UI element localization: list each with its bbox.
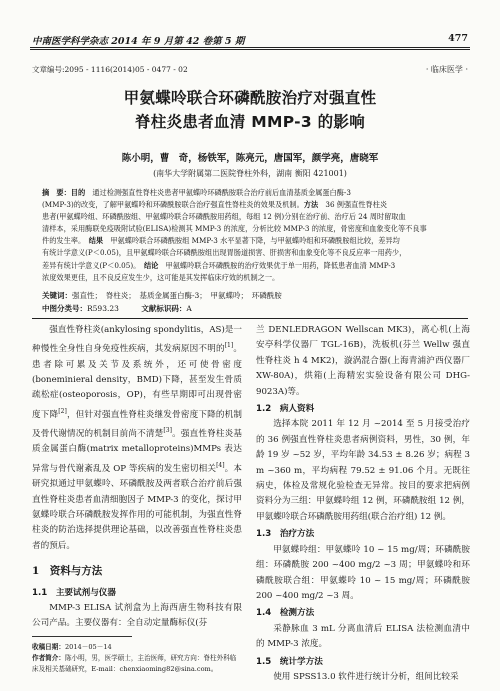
citation: [1] bbox=[224, 342, 234, 350]
body-paragraph: MMP-3 ELISA 试剂盒为上海西唐生物科技有限公司产品。主要仪器有：全自动定量酶标仪(芬 bbox=[32, 602, 242, 629]
citation: [2] bbox=[58, 407, 67, 415]
subsection-heading: 1.4 检测方法 bbox=[256, 608, 315, 619]
body-text: 强直性脊柱炎(ankylosing spondylitis，AS)是一种慢性全身性自身免疫性疾病，其发病原因不明的 bbox=[32, 325, 242, 355]
body-paragraph: 兰 DENLEDRAGON Wellscan MK3)，离心机(上海安亭科学仪器厂 TGL-16B)，洗板机(芬兰 Wellw 强直性脊柱炎 h 4 MK2)，漩涡混合器(上海青浦沪西仪器厂 XW-80A)，烘箱(上海精宏实验设备有限公司 DHG-9023A)等。 bbox=[256, 325, 470, 397]
article-id: 文章编号:2095 - 1116(2014)05 - 0477 - 02 bbox=[32, 65, 188, 74]
classification bbox=[42, 303, 192, 314]
abstract-objective-label: 目的 bbox=[70, 188, 86, 197]
subsection-heading: 1.5 统计学方法 bbox=[256, 656, 323, 667]
right-column bbox=[256, 323, 470, 685]
footnote bbox=[32, 642, 242, 675]
header-rule bbox=[30, 47, 470, 48]
subsection-heading: 1.2 病人资料 bbox=[256, 404, 315, 415]
body-text: 。强直性脊柱炎基质金属蛋白酶(matrix metalloproteins)MMPs 表达异常与骨代谢紊乱及 OP 等疾病的发生密切相关 bbox=[32, 429, 242, 474]
abstract-line: 患者(甲氨蝶呤组、环磷酰胺组、甲氨蝶呤联合环磷酰胺用药组，每组 12 例)分别在治疗前、治疗后 24 周时留取血 bbox=[42, 212, 406, 222]
body-text: 。患者除可累及关节及系统外，还可使骨密度(boneminieral density，BMD)下降，甚至发生骨质疏松症(osteoporosis，OP)，有些早期即可出现骨密度下降 bbox=[32, 344, 242, 420]
intro-paragraph bbox=[32, 323, 242, 554]
clc-label: 中图分类号： bbox=[42, 304, 87, 313]
abstract-text: 甲氨蝶呤联合环磷酰胺组 MMP-3 水平显著下降，与甲氨蝶呤组和环磷酰胺组比较，差异均 bbox=[110, 236, 400, 246]
abstract-text: 通过检测强直性脊柱炎患者甲氨蝶呤环磷酰胺联合治疗前后血清基质金属蛋白酶-3 bbox=[92, 188, 351, 197]
received-value: 2014－05－14 bbox=[64, 643, 112, 651]
journal-header: 中南医学科学杂志 2014 年 9 月第 42 卷第 5 期 bbox=[32, 36, 245, 47]
section-category: · 临床医学 · bbox=[425, 65, 468, 74]
abstract-rule bbox=[32, 318, 468, 319]
author-bio-label: 作者简介： bbox=[32, 654, 65, 662]
citation: [3] bbox=[163, 427, 172, 435]
subsection-heading: 1.3 治疗方法 bbox=[256, 529, 315, 540]
subsection-heading: 1.1 主要试剂与仪器 bbox=[32, 587, 116, 598]
abstract-line bbox=[42, 199, 458, 211]
abstract-line: 有统计学意义(P＜0.05)，且甲氨蝶呤联合环磷酰胺组出现胃肠道损害、肝损害和血象变化等不良反应率一用药少， bbox=[42, 248, 407, 258]
received-date bbox=[32, 642, 242, 653]
body-paragraph: 使用 SPSS13.0 软件进行统计分析，组间比较采 bbox=[273, 671, 459, 682]
affiliation: (南华大学附属第二医院脊柱外科，湖南 衡阳 421001) bbox=[153, 169, 347, 178]
title-line-1: 甲氨蝶呤联合环磷酰胺治疗对强直性 bbox=[123, 89, 377, 107]
abstract-label: 摘 要： bbox=[42, 188, 71, 197]
header-rule-2 bbox=[30, 49, 470, 50]
title-line-2: 脊柱炎患者血清 MMP-3 的影响 bbox=[134, 113, 366, 131]
keywords bbox=[42, 290, 282, 301]
doc-code-value: A bbox=[186, 304, 192, 313]
body-text: 。本研究拟通过甲氨蝶呤、环磷酰胺及两者联合治疗前后强直性脊柱炎患者血清细胞因子 MMP-3 的变化，探讨甲氨蝶呤联合环磷酰胺发挥作用的可能机制，为强直性脊柱炎的防治选择提供理论基础，以改善强直性脊柱炎患者的预后。 bbox=[32, 463, 242, 551]
body-paragraph: 采静脉血 3 mL 分离血清后 ELISA 法检测血清中的 MMP-3 浓度。 bbox=[256, 623, 470, 650]
author-bio bbox=[32, 653, 242, 675]
body-paragraph: 选择本院 2011 年 12 月 ~2014 至 5 月接受治疗的 36 例强直性脊柱炎患者病例资料，男性，30 例，年龄 19 岁 ~52 岁，平均年龄 34.53 ± 8.26 岁；病程 3 m ~360 m，平均病程 79.52 ± 91.06 个月。无既往病史，体检及常规化验检查无异常。按目的要求把病例资料分为三组：甲氨蝶呤组 12 例，环磷酰胺组 12 例，甲氨蝶呤联合环磷酰胺用药组(联合治疗组) 12 例。 bbox=[256, 419, 470, 522]
abstract-line bbox=[42, 187, 458, 199]
doc-code-label: 文献标识码： bbox=[141, 304, 187, 313]
clc-value: R593.23 bbox=[87, 304, 119, 313]
author-bio-text: 陈小明，男，医学硕士，主治医师，研究方向：脊柱外科临床及相关基础研究，E-mail：chenxiaoming82@sina.com。 bbox=[32, 654, 237, 673]
received-label: 收稿日期： bbox=[32, 643, 65, 651]
author-list: 陈小明，曹 奇，杨铁军，陈亮元，唐国军，颜学亮，唐晓军 bbox=[121, 153, 379, 164]
body-text: ，但针对强直性脊柱炎继发骨密度下降的机制及骨代谢情况的机制目前尚不清楚 bbox=[32, 409, 242, 440]
keywords-text: 强直性； 脊柱炎； 基质金属蛋白酶-3； 甲氨蝶呤； 环磷酰胺 bbox=[72, 291, 282, 300]
keywords-label: 关键词： bbox=[42, 291, 72, 300]
abstract-text: 36 例强直性脊柱炎 bbox=[325, 200, 388, 210]
footnote-rule bbox=[32, 636, 132, 637]
abstract-text: 甲氨蝶呤联合环磷酰胺的治疗效果优于单一用药，降低患者血清 MMP-3 bbox=[165, 260, 396, 270]
abstract-conclusion-label: 结论 bbox=[143, 260, 159, 270]
abstract-line: 浓度效果更佳，且不良反应发生少，这可能是其发挥临床疗效的机制之一。 bbox=[42, 272, 280, 282]
page-number: 477 bbox=[448, 33, 468, 44]
abstract-text: 差异有统计学意义(P＜0.05)。 bbox=[42, 260, 137, 270]
abstract-line bbox=[42, 260, 458, 272]
abstract bbox=[42, 187, 458, 284]
abstract-text: (MMP-3)的改变，了解甲氨蝶呤和环磷酰胺联合治疗强直性脊柱炎的效果及机制。 bbox=[42, 200, 304, 210]
body-paragraph: 甲氨蝶呤组：甲氨蝶呤 10 ~ 15 mg/周；环磷酰胺组：环磷酰胺 200 ~400 mg/2 ~3 周；甲氨蝶呤和环磷酰胺联合组：甲氨蝶呤 10 ~ 15 mg/周；环磷酰胺 200 ~400 mg/2 ~3 周。 bbox=[256, 544, 470, 601]
abstract-text: 件的发生率。 bbox=[42, 236, 82, 246]
citation: [4] bbox=[216, 461, 225, 469]
abstract-results-label: 结果 bbox=[88, 236, 104, 246]
section-heading: 1 资料与方法 bbox=[32, 565, 103, 578]
abstract-line bbox=[42, 235, 458, 247]
abstract-line: 清样本，采用酶联免疫吸附试验(ELISA)检测其 MMP-3 的浓度，分析比较 MMP-3 的浓度，骨密度和血象变化等不良事 bbox=[42, 224, 427, 234]
abstract-methods-label: 方法 bbox=[303, 200, 319, 210]
left-column bbox=[32, 323, 242, 632]
